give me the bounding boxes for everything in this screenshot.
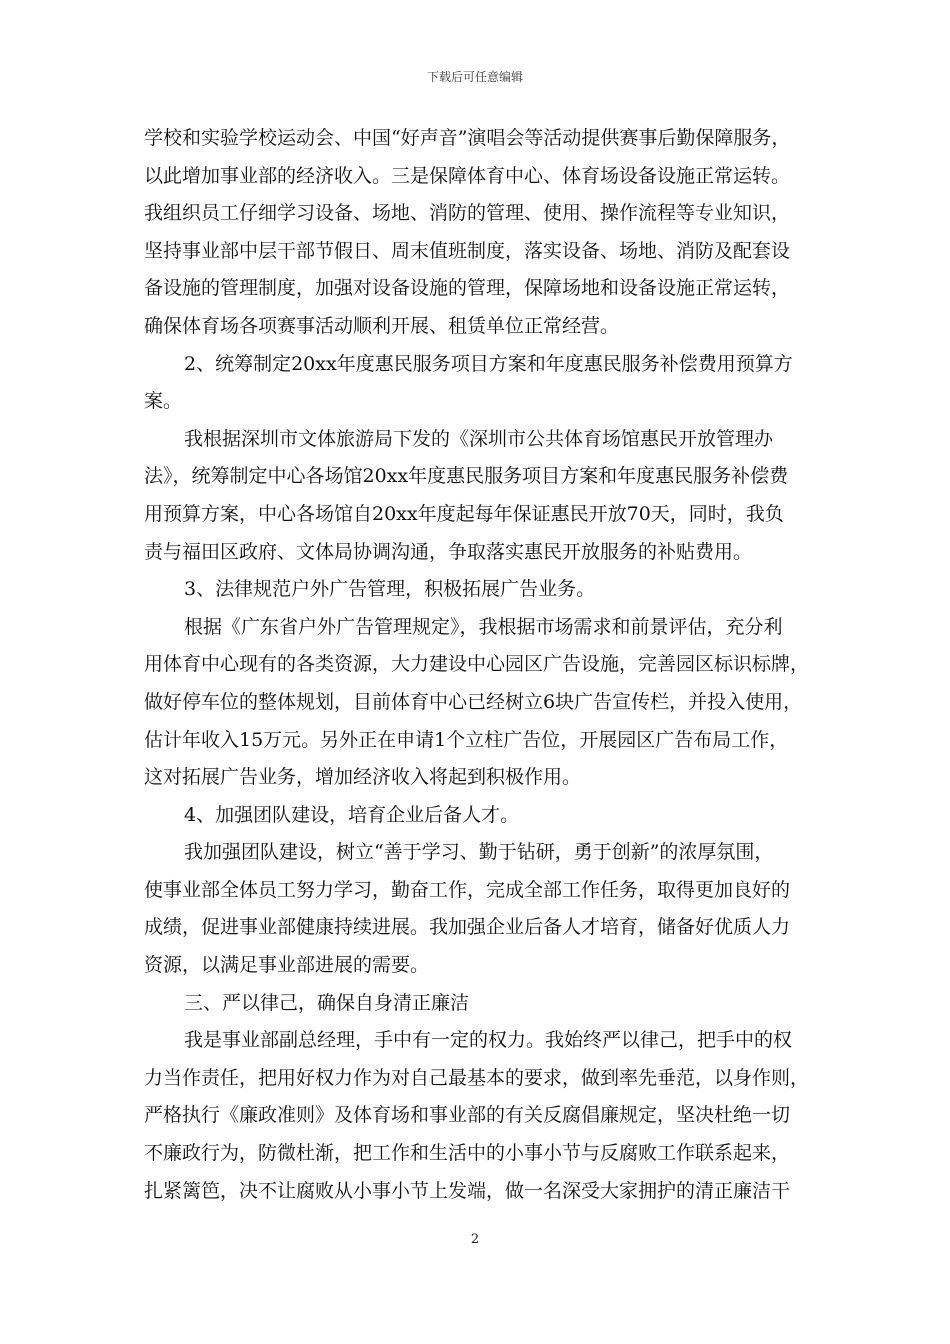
text-line: 成绩，促进事业部健康持续进展。我加强企业后备人才培育，储备好优质人力 xyxy=(144,916,791,939)
text-line: 我根据深圳市文体旅游局下发的《深圳市公共体育场馆惠民开放管理办 xyxy=(184,427,774,450)
text-line: 使事业部全体员工努力学习，勤奋工作，完成全部工作任务，取得更加良好的 xyxy=(144,878,791,901)
text-line: 我是事业部副总经理，手中有一定的权力。我始终严以律己，把手中的权 xyxy=(184,1029,793,1052)
document-body xyxy=(144,120,810,1210)
text-line: 力当作责任，把用好权力作为对自己最基本的要求，做到率先垂范，以身作则， xyxy=(144,1066,810,1089)
text-line: 根据《广东省户外广告管理规定》，我根据市场需求和前景评估，充分利 xyxy=(184,615,783,638)
text-line: 坚持事业部中层干部节假日、周末值班制度，落实设备、场地、消防及配套设 xyxy=(144,239,791,262)
page-number: 2 xyxy=(470,1232,480,1247)
text-line: 扎紧篱笆，决不让腐败从小事小节上发端，做一名深受大家拥护的清正廉洁干 xyxy=(144,1179,791,1202)
text-line: 备设施的管理制度，加强对设备设施的管理，保障场地和设备设施正常运转， xyxy=(144,277,791,300)
text-line: 用体育中心现有的各类资源，大力建设中心园区广告设施，完善园区标识标牌， xyxy=(144,653,810,676)
text-line: 确保体育场各项赛事活动顺利开展、租赁单位正常经营。 xyxy=(144,314,620,337)
text-line: 4、加强团队建设，培育企业后备人才。 xyxy=(184,803,520,826)
text-line: 三、严以律己，确保自身清正廉洁 xyxy=(184,991,470,1014)
text-line: 用预算方案，中心各场馆自20xx年度起每年保证惠民开放70天，同时，我负 xyxy=(144,502,784,525)
page-header: 下载后可任意编辑 xyxy=(426,70,523,84)
text-line: 这对拓展广告业务，增加经济收入将起到积极作用。 xyxy=(144,766,582,789)
text-line: 3、法律规范户外广告管理，积极拓展广告业务。 xyxy=(184,578,596,601)
text-line: 我组织员工仔细学习设备、场地、消防的管理、使用、操作流程等专业知识， xyxy=(144,202,791,225)
text-line: 资源，以满足事业部进展的需要。 xyxy=(144,954,430,977)
text-line: 估计年收入15万元。另外正在申请1个立柱广告位，开展园区广告布局工作， xyxy=(144,728,789,751)
text-line: 严格执行《廉政准则》及体育场和事业部的有关反腐倡廉规定，坚决杜绝一切 xyxy=(144,1104,791,1127)
text-line: 以此增加事业部的经济收入。三是保障体育中心、体育场设备设施正常运转。 xyxy=(144,164,791,187)
text-line: 不廉政行为，防微杜渐，把工作和生活中的小事小节与反腐败工作联系起来， xyxy=(144,1142,791,1165)
text-line: 案。 xyxy=(144,390,183,413)
text-line: 2、统筹制定20xx年度惠民服务项目方案和年度惠民服务补偿费用预算方 xyxy=(184,352,793,375)
text-line: 法》，统筹制定中心各场馆20xx年度惠民服务项目方案和年度惠民服务补偿费 xyxy=(144,465,789,488)
text-line: 我加强团队建设，树立“善于学习、勤于钻研，勇于创新”的浓厚氛围， xyxy=(184,841,774,864)
text-line: 学校和实验学校运动会、中国“好声音”演唱会等活动提供赛事后勤保障服务， xyxy=(144,127,791,149)
text-line: 做好停车位的整体规划，目前体育中心已经树立6块广告宣传栏，并投入使用， xyxy=(144,690,803,713)
text-line: 责与福田区政府、文体局协调沟通，争取落实惠民开放服务的补贴费用。 xyxy=(144,540,753,563)
